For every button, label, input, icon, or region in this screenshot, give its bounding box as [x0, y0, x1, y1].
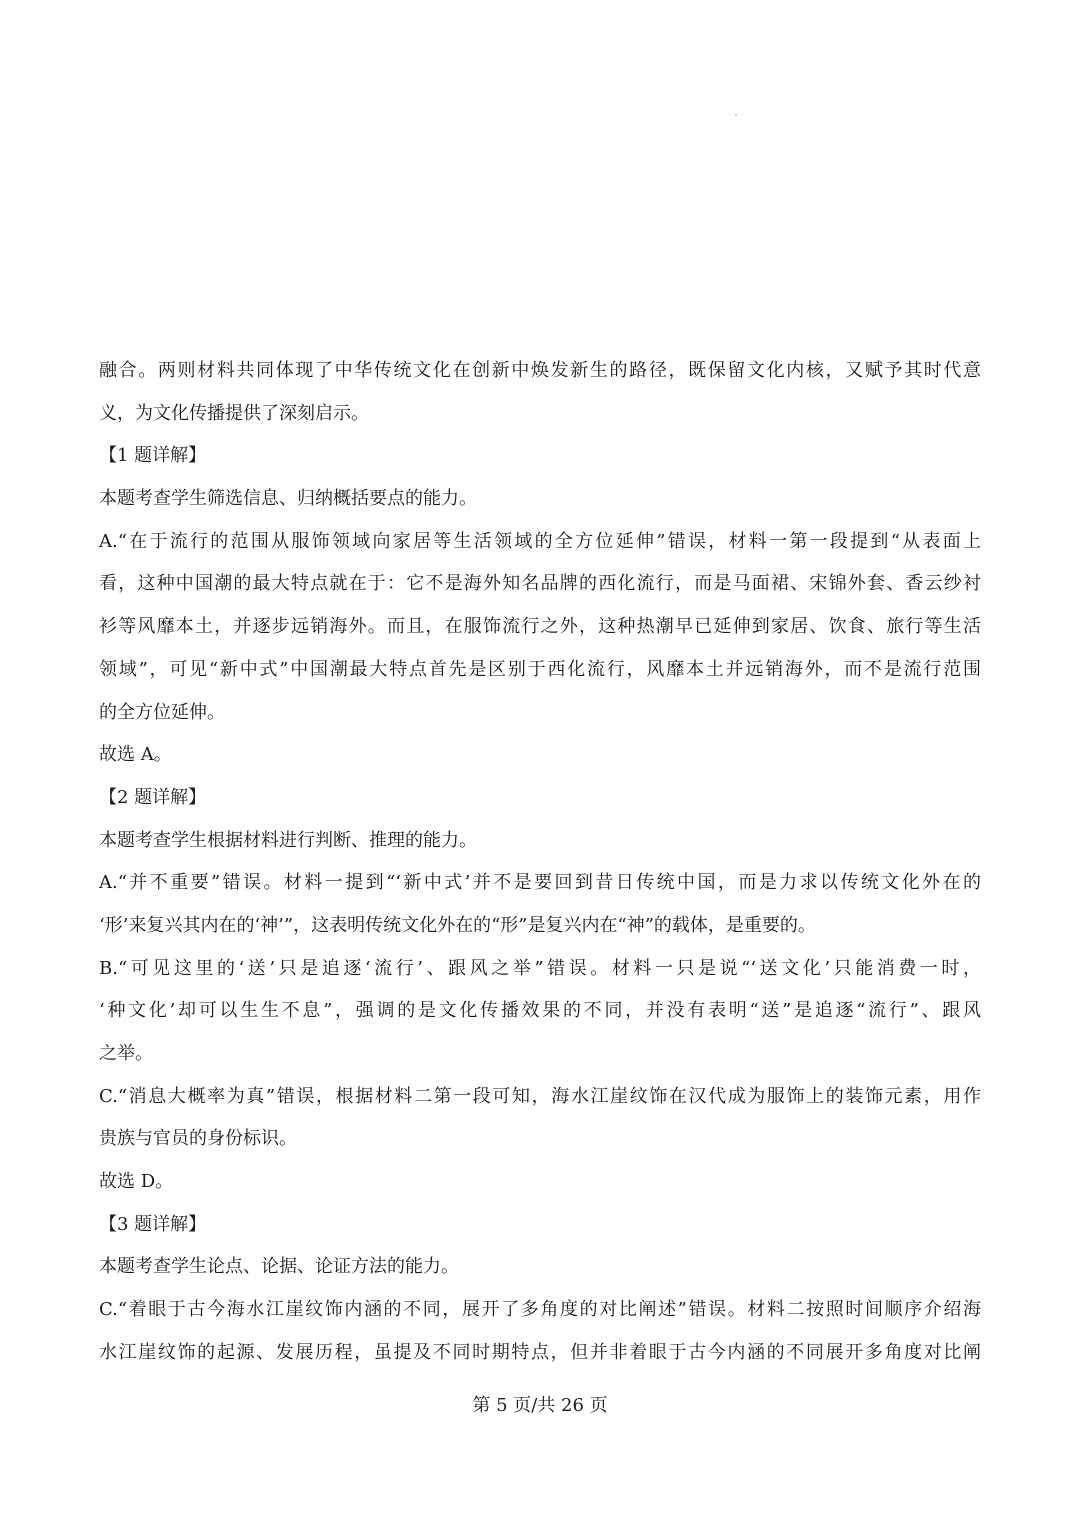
text-line: 的全方位延伸。	[99, 701, 225, 723]
text-line: A.“在于流行的范围从服饰领域向家居等生活领域的全方位延伸”错误，材料一第一段提到“从表面上	[99, 530, 981, 552]
answer-line: 故选 D。	[99, 1171, 174, 1193]
text-line: 本题考查学生论点、论据、论证方法的能力。	[99, 1256, 459, 1278]
text-line: 看，这种中国潮的最大特点就在于：它不是海外知名品牌的西化流行，而是马面裙、宋锦外套、香云纱衬	[99, 573, 981, 595]
section-heading: 【3 题详解】	[99, 1213, 207, 1235]
text-line: 之举。	[99, 1043, 153, 1064]
text-line: 衫等风靡本土，并逐步远销海外。而且，在服饰流行之外，这种热潮早已延伸到家居、饮食、旅行等生活	[99, 616, 981, 638]
text-line: 贵族与官员的身份标识。	[99, 1128, 297, 1150]
text-line: 义，为文化传播提供了深刻启示。	[99, 402, 369, 424]
document-body	[99, 350, 981, 1375]
text-line: 融合。两则材料共同体现了中华传统文化在创新中焕发新生的路径，既保留文化内核，又赋予其时代意	[99, 360, 981, 381]
text-line: 本题考查学生根据材料进行判断、推理的能力。	[99, 829, 477, 851]
text-line: 本题考查学生筛选信息、归纳概括要点的能力。	[99, 488, 477, 510]
answer-line: 故选 A。	[99, 744, 172, 766]
scan-speck	[735, 114, 737, 116]
text-line: A.“并不重要”错误。材料一提到“‘新中式’并不是要回到昔日传统中国，而是力求以传统文化外在的	[99, 872, 981, 894]
text-line: B.“可见这里的‘送’只是追逐‘流行’、跟风之举”错误。材料一只是说“‘送文化’只能消费一时，	[99, 957, 981, 979]
text-line: ‘形’来复兴其内在的‘神’”，这表明传统文化外在的“形”是复兴内在“神”的载体，是重要的。	[99, 914, 816, 936]
section-heading: 【1 题详解】	[99, 445, 207, 467]
section-heading: 【2 题详解】	[99, 786, 207, 808]
text-line: 领域”，可见“新中式”中国潮最大特点首先是区别于西化流行，风靡本土并远销海外，而不是流行范围	[99, 658, 981, 680]
text-line: C.“消息大概率为真”错误，根据材料二第一段可知，海水江崖纹饰在汉代成为服饰上的装饰元素，用作	[99, 1085, 981, 1107]
text-line: 水江崖纹饰的起源、发展历程，虽提及不同时期特点，但并非着眼于古今内涵的不同展开多角度对比阐	[99, 1341, 981, 1363]
page-number: 第 5 页/共 26 页	[472, 1395, 608, 1416]
text-line: C.“着眼于古今海水江崖纹饰内涵的不同，展开了多角度的对比阐述”错误。材料二按照时间顺序介绍海	[99, 1299, 981, 1321]
text-line: ‘种文化’却可以生生不息”，强调的是文化传播效果的不同，并没有表明“送”是追逐“流行”、跟风	[99, 1000, 981, 1022]
